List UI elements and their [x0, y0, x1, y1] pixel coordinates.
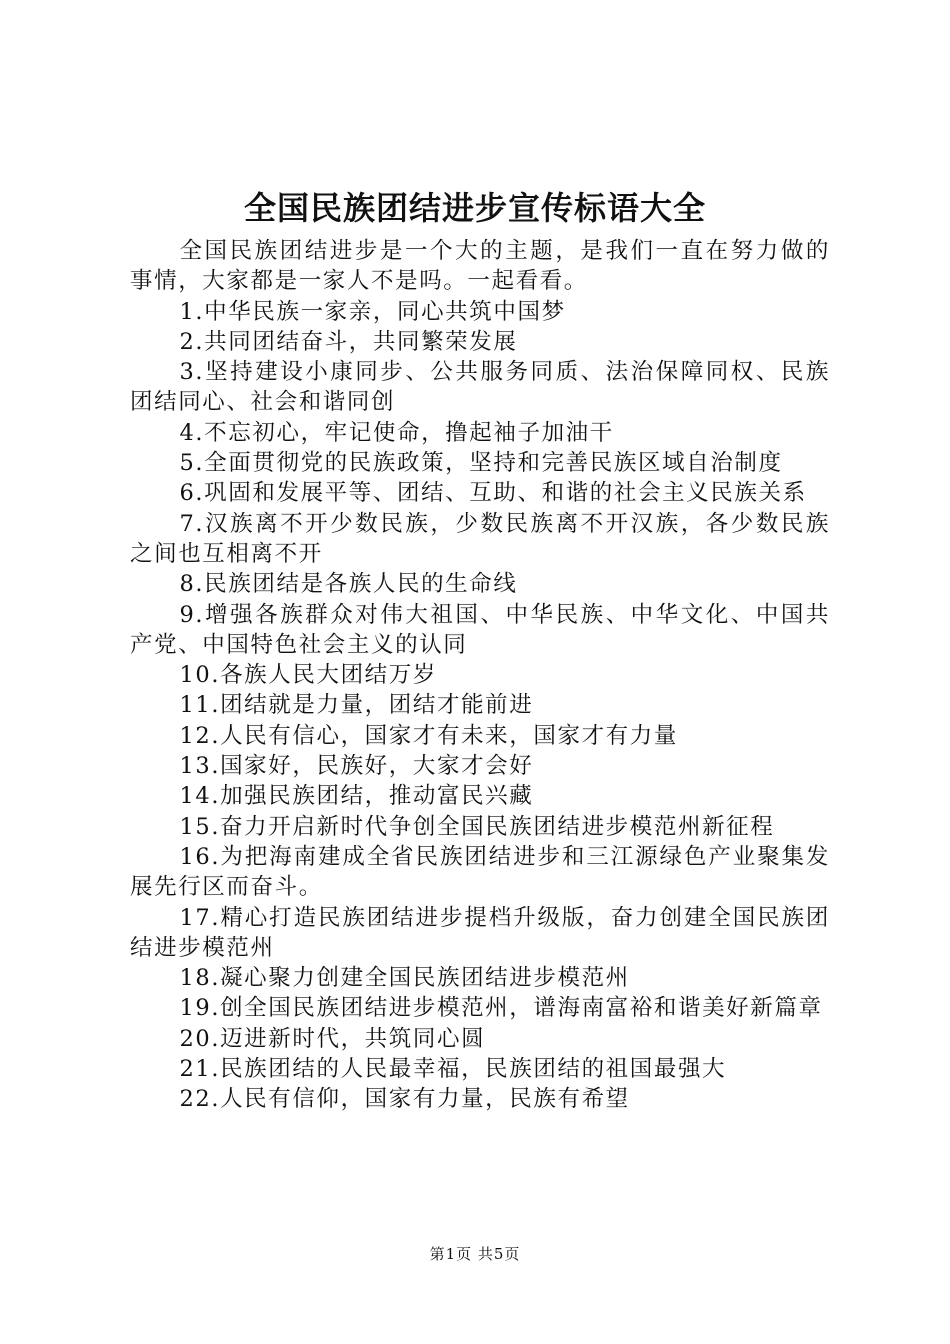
intro-paragraph: 全国民族团结进步是一个大的主题，是我们一直在努力做的事情，大家都是一家人不是吗。一起看看。: [130, 238, 830, 295]
slogan-item: 6.巩固和发展平等、团结、互助、和谐的社会主义民族关系: [179, 480, 807, 507]
slogan-item: 4.不忘初心，牢记使命，撸起袖子加油干: [179, 419, 614, 446]
slogan-item: 14.加强民族团结，推动富民兴藏: [179, 783, 534, 810]
slogan-item: 5.全面贯彻党的民族政策，坚持和完善民族区域自治制度: [179, 450, 783, 477]
slogan-item: 12.人民有信心，国家才有未来，国家才有力量: [179, 722, 678, 749]
slogan-item: 3.坚持建设小康同步、公共服务同质、法治保障同权、民族团结同心、社会和谐同创: [130, 359, 830, 416]
slogan-item: 17.精心打造民族团结进步提档升级版，奋力创建全国民族团结进步模范州: [130, 904, 830, 961]
slogan-item: 13.国家好，民族好，大家才会好: [179, 753, 534, 780]
slogan-item: 18.凝心聚力创建全国民族团结进步模范州: [179, 965, 630, 992]
document-body: [130, 236, 830, 1115]
slogan-item: 22.人民有信仰，国家有力量，民族有希望: [179, 1086, 630, 1113]
slogan-item: 20.迈进新时代，共筑同心圆: [179, 1025, 486, 1052]
slogan-item: 7.汉族离不开少数民族，少数民族离不开汉族，各少数民族之间也互相离不开: [130, 510, 830, 567]
page-footer: 第1页 共5页: [429, 1245, 521, 1263]
slogan-item: 8.民族团结是各族人民的生命线: [179, 571, 518, 598]
slogan-item: 19.创全国民族团结进步模范州，谱海南富裕和谐美好新篇章: [179, 995, 823, 1022]
document-title: 全国民族团结进步宣传标语大全: [243, 189, 706, 227]
slogan-item: 2.共同团结奋斗，共同繁荣发展: [179, 328, 518, 355]
slogan-item: 15.奋力开启新时代争创全国民族团结进步模范州新征程: [179, 813, 775, 840]
slogan-item: 10.各族人民大团结万岁: [179, 662, 437, 689]
slogan-item: 16.为把海南建成全省民族团结进步和三江源绿色产业聚集发展先行区而奋斗。: [130, 843, 830, 901]
slogan-item: 21.民族团结的人民最幸福，民族团结的祖国最强大: [179, 1056, 727, 1083]
slogan-item: 1.中华民族一家亲，同心共筑中国梦: [179, 298, 566, 325]
slogan-item: 9.增强各族群众对伟大祖国、中华民族、中华文化、中国共产党、中国特色社会主义的认同: [130, 601, 830, 658]
slogan-item: 11.团结就是力量，团结才能前进: [179, 692, 534, 719]
